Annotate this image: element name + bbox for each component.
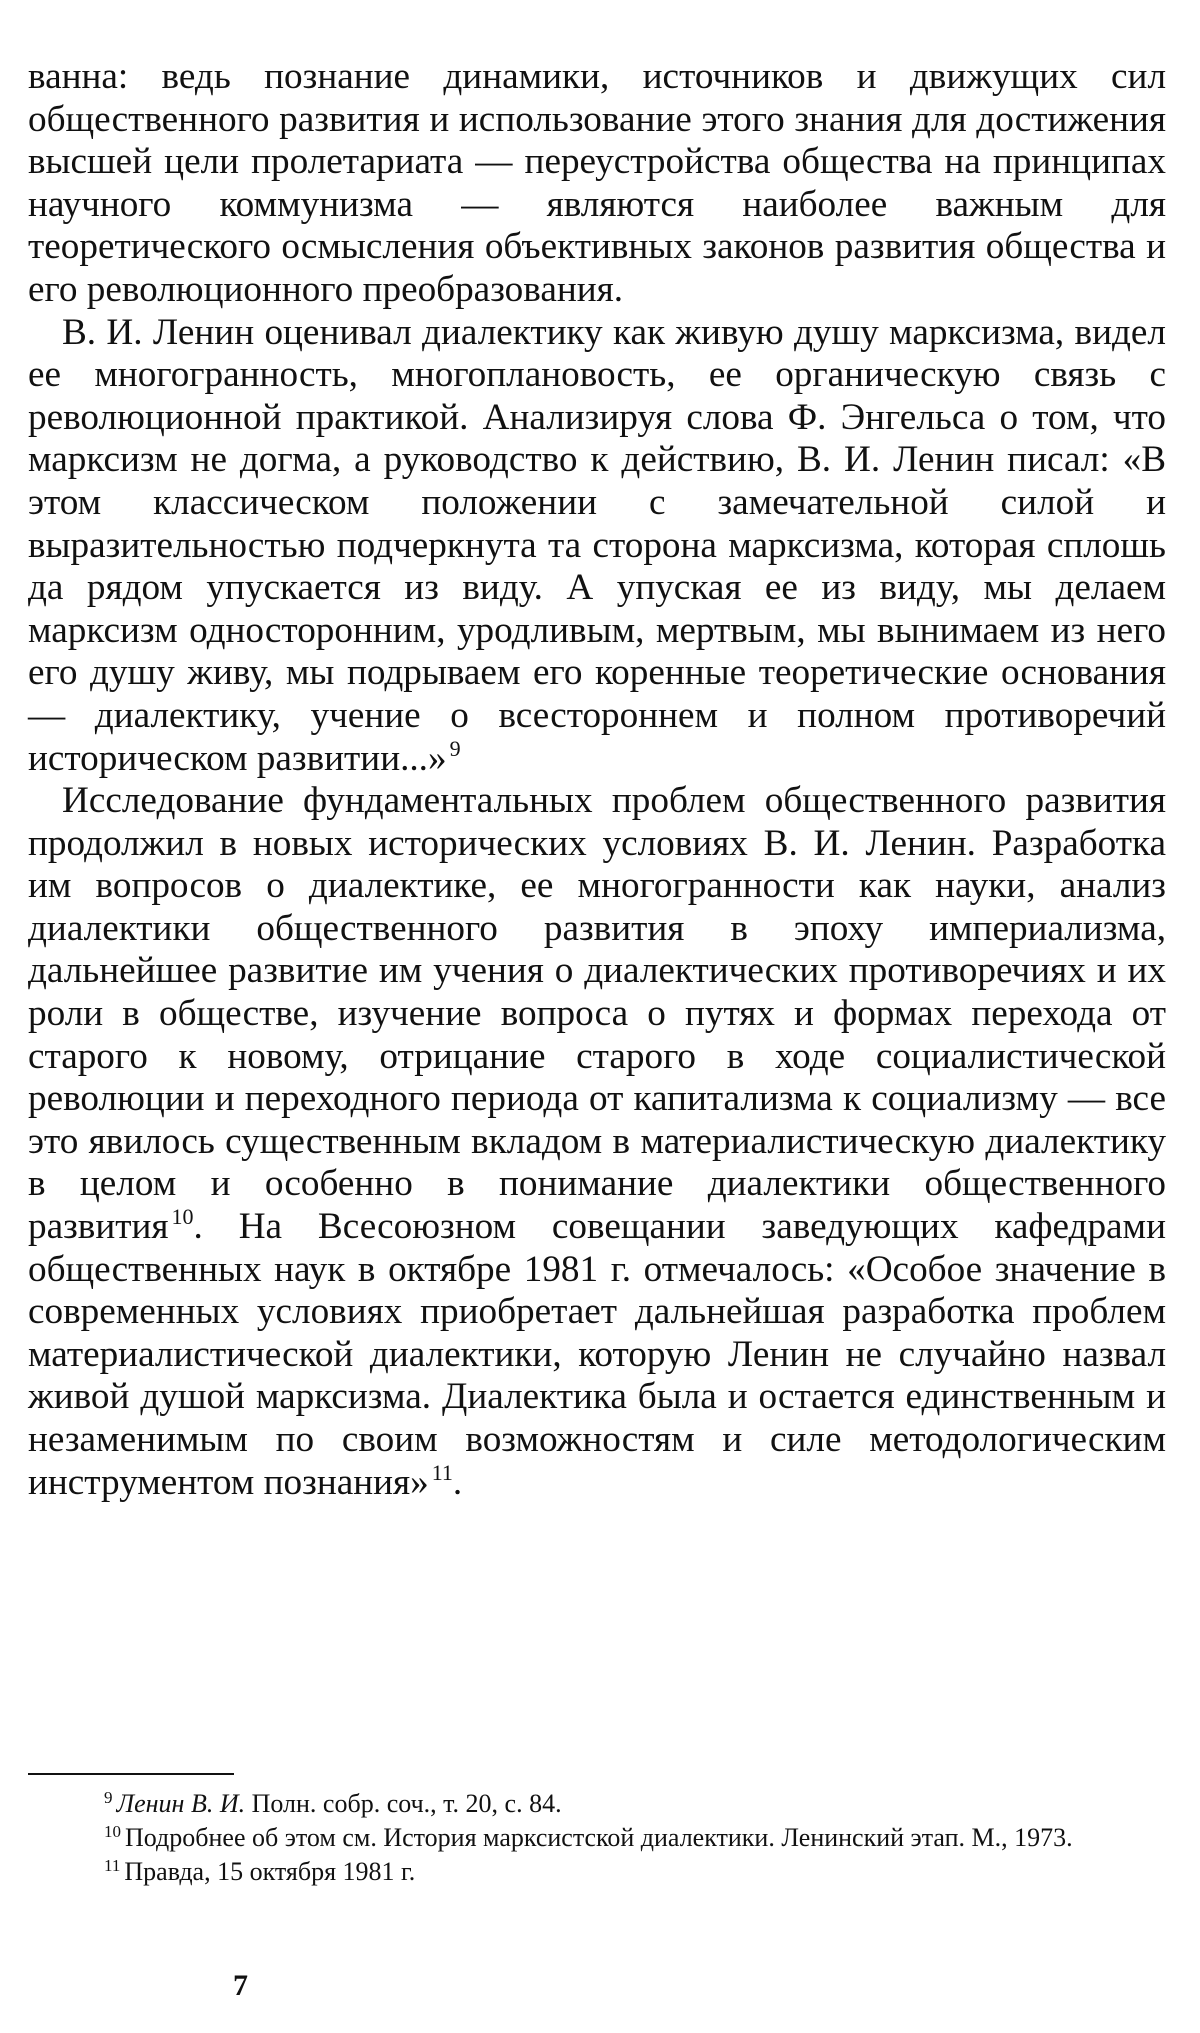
page-body [28, 56, 1166, 1504]
footnote-divider [28, 1773, 234, 1775]
footnote-ref-9[interactable]: 9 [449, 735, 461, 761]
paragraph-continuation [28, 56, 1166, 312]
footnote-text: Правда, 15 октября 1981 г. [124, 1857, 416, 1886]
page-number: 7 [233, 1969, 248, 2002]
footnote-ref-10[interactable]: 10 [171, 1204, 194, 1230]
footnote-10 [28, 1821, 1166, 1855]
footnote-number: 11 [104, 1856, 121, 1875]
paragraph-research [28, 780, 1166, 1504]
footnote-author: Ленин В. И. [116, 1789, 246, 1818]
footnote-text: Подробнее об этом см. История марксистской диалектики. Ленинский этап. М., 1973. [125, 1823, 1073, 1852]
footnotes [28, 1787, 1166, 1889]
footnote-ref-11[interactable]: 11 [431, 1459, 453, 1485]
footnote-9 [28, 1787, 1166, 1821]
paragraph-text-part-a: Исследование фундаментальных проблем общественного развития продолжил в новых исторических условиях В. И. Ленин. Разработка им вопросов о диалектике, ее многогранности как науки, анализ диалектики общественного развития в эпоху империализма, дальнейшее развитие им учения о диалектических противоречиях и их роли в обществе, изучение вопроса о путях и формах перехода от старого к новому, отрицание старого в ходе социалистической революции и переходного периода от капитализма к социализму — все это явилось существенным вкладом в материалистическую диалектику в целом и особенно в понимание диалектики общественного развития [28, 780, 1166, 1248]
footnote-11 [28, 1855, 1166, 1889]
paragraph-text: ванна: ведь познание динамики, источников и движущих сил общественного развития и использование этого знания для достижения высшей цели пролетариата — переустройства общества на принципах научного коммунизма — являются наиболее важным для теоретического осмысления объективных законов развития общества и его революционного преобразования. [28, 56, 1166, 310]
footnote-number: 10 [104, 1822, 121, 1841]
paragraph-text-part-b: . На Всесоюзном совещании заведующих кафедрами общественных наук в октябре 1981 г. отмечалось: «Особое значение в современных условиях приобретает дальнейшая разработка проблем материалистической диалектики, которую Ленин не случайно назвал живой душой марксизма. Диалектика была и остается единственным и незаменимым по своим возможностям и силе методологическим инструментом познания» [28, 1206, 1166, 1503]
footnote-number: 9 [104, 1788, 113, 1807]
footnote-text: Полн. собр. соч., т. 20, с. 84. [245, 1789, 562, 1818]
paragraph-text: В. И. Ленин оценивал диалектику как живую душу марксизма, видел ее многогранность, многоплановость, ее органическую связь с революционной практикой. Анализируя слова Ф. Энгельса о том, что марксизм не догма, а руководство к действию, В. И. Ленин писал: «В этом классическом положении с замечательной силой и выразительностью подчеркнута та сторона марксизма, которая сплошь да рядом упускается из виду. А упуская ее из виду, мы делаем марксизм односторонним, уродливым, мертвым, мы вынимаем из него его душу живу, мы подрываем его коренные теоретические основания — диалектику, учение о всестороннем и полном противоречий историческом развитии...» [28, 311, 1166, 779]
paragraph-lenin-dialectics [28, 312, 1166, 781]
paragraph-text-part-c: . [452, 1461, 463, 1503]
